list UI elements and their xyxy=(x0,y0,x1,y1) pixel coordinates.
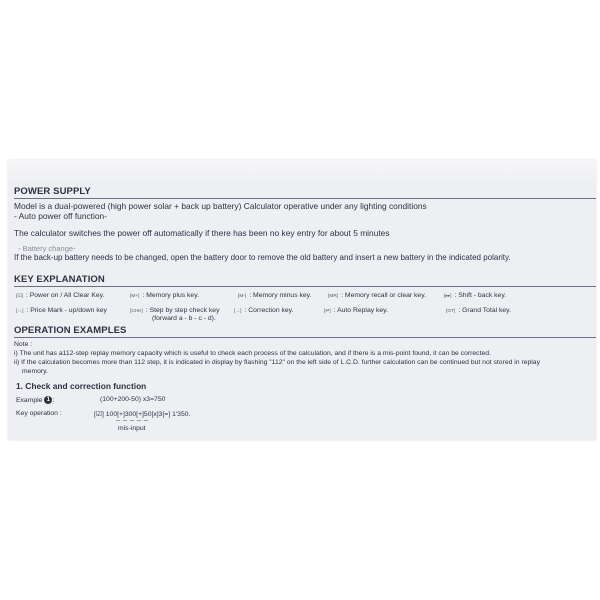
mis-input-marker: ─ ─ ─ ─ ─ xyxy=(116,418,149,424)
step-check-continuation: (forward a - b - c - d). xyxy=(152,315,216,322)
auto-off-text: The calculator switches the power off automatically if there has been no key entry for about 5 minutes xyxy=(14,228,390,238)
key-operation-value: [☑] 100[+]300[+]50[x]3[=] 1'350. xyxy=(94,411,191,418)
key-item-memory-recall xyxy=(328,292,426,299)
key-desc: : Price Mark - up/down key xyxy=(26,307,107,314)
key-item-shift-back xyxy=(444,292,506,299)
key-item-power-on xyxy=(16,292,104,299)
mis-input-label: mis-input xyxy=(118,425,146,432)
key-desc: : Shift - back key. xyxy=(454,292,507,299)
note-item-1: i) The unit has a112-step replay memory capacity which is useful to check each process of the calculation, and if there is a mis-point found, it can be corrected. xyxy=(14,350,491,357)
key-desc: : Memory minus key. xyxy=(249,292,312,299)
example-value: (100+200-50) x3=750 xyxy=(100,396,166,403)
battery-title: - Battery change- xyxy=(18,244,76,253)
memory-plus-key-icon: [M+] xyxy=(130,294,140,299)
memory-minus-key-icon: [M-] xyxy=(238,294,247,299)
example-label: Example xyxy=(16,396,43,404)
key-item-grand-total xyxy=(446,307,511,314)
model-description: Model is a dual-powered (high power solar + back up battery) Calculator operative under any lighting conditions xyxy=(14,201,427,211)
key-explanation-heading: KEY EXPLANATION xyxy=(14,274,105,285)
key-item-step-check xyxy=(130,307,219,314)
key-desc: : Memory recall or clear key. xyxy=(341,292,426,299)
example-colon: : xyxy=(52,396,55,404)
note-item-2: ii) If the calculation becomes more than 112 step, it is indicated in display by flashing "112" on the left side of L.C.D. further calculation can be continued but not stored in replay xyxy=(14,359,540,366)
power-key-icon: [☑] xyxy=(16,294,23,299)
note-item-2-cont: memory. xyxy=(22,368,48,375)
correction-key-icon: [→] xyxy=(234,309,242,314)
instruction-sheet xyxy=(8,160,596,440)
key-item-auto-replay xyxy=(324,307,388,314)
power-supply-heading: POWER SUPPLY xyxy=(14,186,91,197)
key-explanation-rule xyxy=(14,286,596,287)
operation-examples-rule xyxy=(14,337,596,338)
key-operation-label: Key operation : xyxy=(16,410,62,417)
key-item-memory-minus xyxy=(238,292,311,299)
key-item-correction xyxy=(234,307,293,314)
key-desc: : Correction key. xyxy=(244,307,294,314)
shift-back-key-icon: [▸▸] xyxy=(444,294,452,299)
key-desc: : Power on / All Clear Key. xyxy=(25,292,105,299)
note-label: Note : xyxy=(14,341,33,348)
key-desc: : Grand Total key. xyxy=(458,307,511,314)
power-supply-rule xyxy=(14,198,596,199)
auto-replay-key-icon: [⇌] xyxy=(324,309,331,314)
check-correction-subheading: 1. Check and correction function xyxy=(16,381,147,391)
key-desc: : Auto Replay key. xyxy=(333,307,388,314)
auto-off-title: - Auto power off function- xyxy=(14,211,107,221)
memory-recall-key-icon: [MR] xyxy=(328,294,339,299)
price-mark-key-icon: [⇔] xyxy=(16,309,24,314)
example-label-group xyxy=(16,396,54,404)
key-desc: : Memory plus key. xyxy=(142,292,199,299)
key-item-memory-plus xyxy=(130,292,199,299)
operation-examples-heading: OPERATION EXAMPLES xyxy=(14,325,127,336)
step-check-key-icon: [CHK] xyxy=(130,309,143,314)
key-desc: : Step by step check key xyxy=(145,307,220,314)
battery-text: If the back-up battery needs to be changed, open the battery door to remove the old battery and insert a new battery in the indicated polarity. xyxy=(14,253,511,262)
number-one-circle-icon: 1 xyxy=(44,396,52,404)
grand-total-key-icon: [GT] xyxy=(446,309,456,314)
key-item-price-mark xyxy=(16,307,107,314)
